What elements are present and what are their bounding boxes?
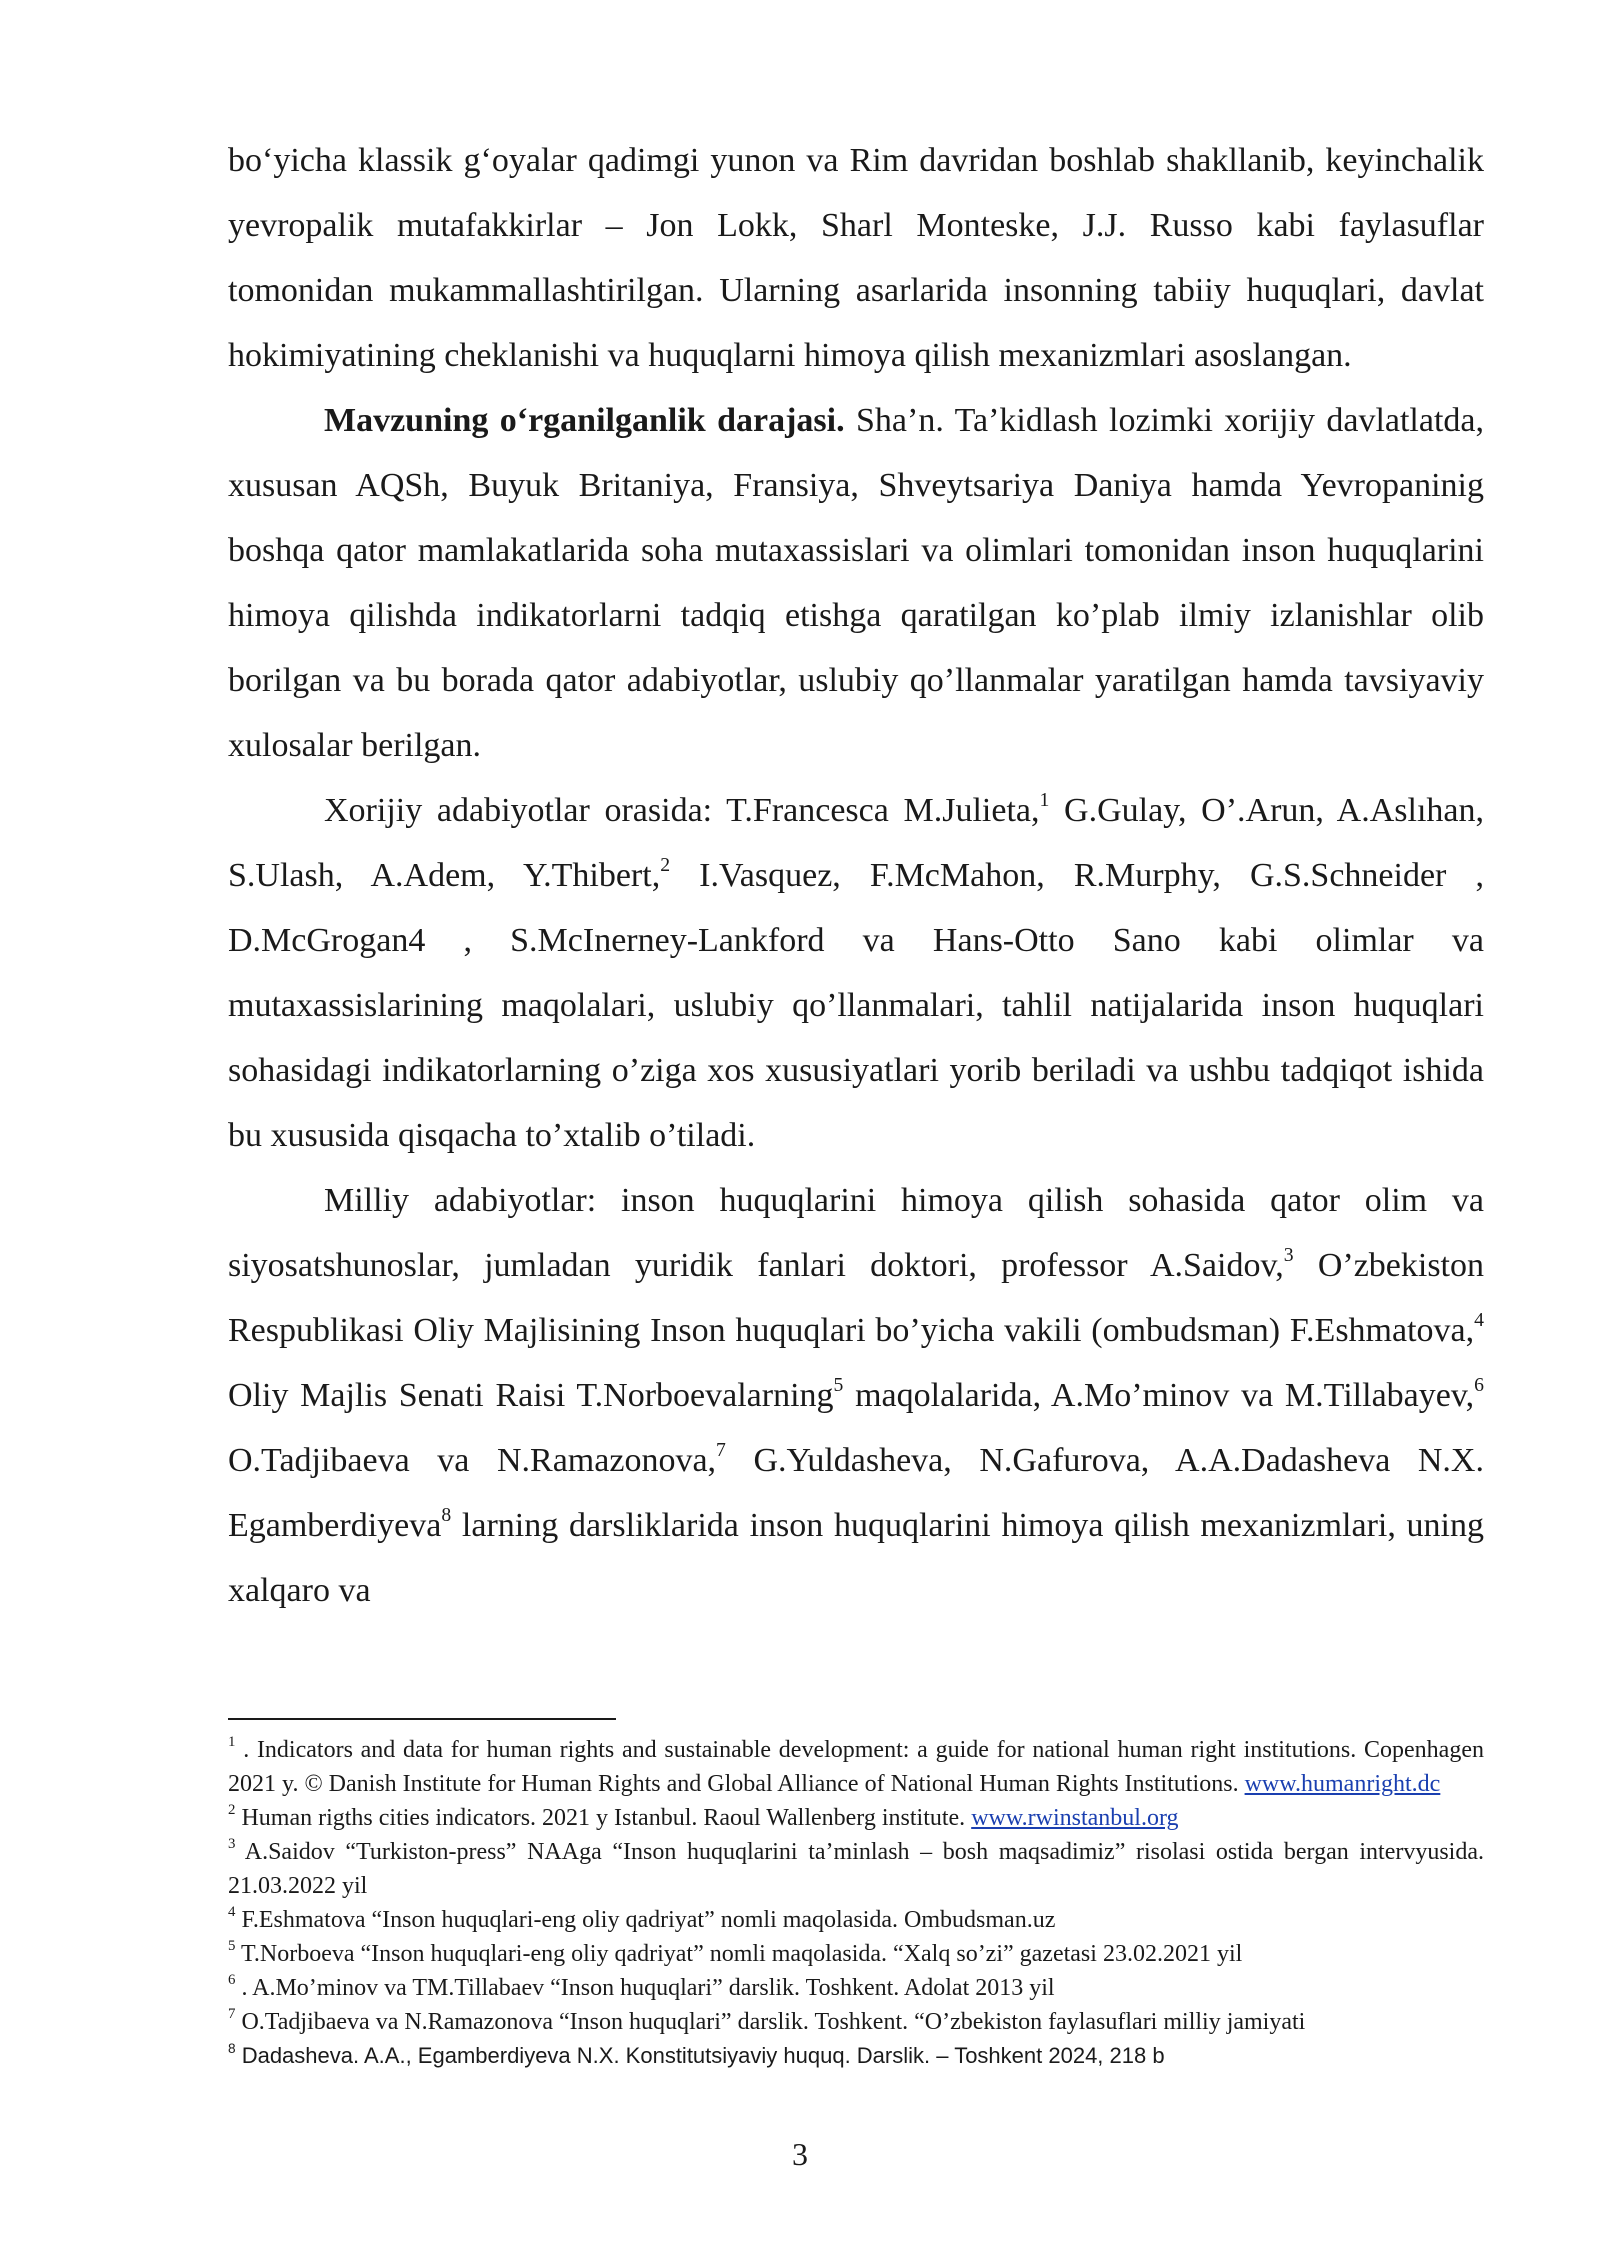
footnote-text: T.Norboeva “Inson huquqlari-eng oliy qadriyat” nomli maqolasida. “Xalq so’zi” gazetasi 23.02.2021 yil (235, 1941, 1243, 1967)
footnote-number: 7 (228, 2005, 236, 2022)
footnote-4 (228, 1903, 1484, 1937)
footnote-text: F.Eshmatova “Inson huquqlari-eng oliy qadriyat” nomli maqolasida. Ombudsman.uz (235, 1907, 1056, 1933)
footnote-6 (228, 1971, 1484, 2005)
paragraph-1-text: bo‘yicha klassik g‘oyalar qadimgi yunon va Rim davridan boshlab shakllanib, keyinchalik yevropalik mutafakkirlar – Jon Lokk, Sharl Monteske, J.J. Russo kabi faylasuflar tomonidan mukammallashtirilgan. Ularning asarlarida insonning tabiiy huquqlari, davlat hokimiyatining cheklanishi va huquqlarni himoya qilish mexanizmlari asoslangan. (228, 142, 1484, 374)
section-heading: Mavzuning o‘rganilganlik darajasi. (324, 402, 845, 439)
footnote-ref-6[interactable]: 6 (1474, 1373, 1484, 1396)
footnote-number: 4 (228, 1903, 236, 1920)
footnote-text: . Indicators and data for human rights and sustainable development: a guide for national human right institutions. Copenhagen 2021 y. © Danish Institute for Human Rights and Global Alliance of National Human Rights Institutions. (228, 1737, 1484, 1797)
footnote-text: Human rigths cities indicators. 2021 y Istanbul. Raoul Wallenberg institute. (235, 1805, 972, 1831)
footnote-ref-5[interactable]: 5 (833, 1373, 844, 1396)
paragraph-4-text-d: maqolalarida, A.Mo’minov va M.Tillabayev, (843, 1377, 1475, 1414)
paragraph-2 (228, 388, 1484, 778)
paragraph-3-text-a: Xorijiy adabiyotlar orasida: T.Francesca M.Julieta, (324, 792, 1040, 829)
footnote-link[interactable]: www.rwinstanbul.org (971, 1805, 1179, 1831)
footnote-separator (228, 1718, 616, 1720)
footnote-text: A.Saidov “Turkiston-press” NAAga “Inson huquqlarini ta’minlash – bosh maqsadimiz” risolasi ostida bergan intervyusida. 21.03.2022 yil (228, 1839, 1484, 1899)
paragraph-4 (228, 1168, 1484, 1623)
footnote-text: O.Tadjibaeva va N.Ramazonova “Inson huquqlari” darslik. Toshkent. “O’zbekiston faylasuflari milliy jamiyati (235, 2009, 1306, 2035)
paragraph-4-text-b: O’zbekiston Respublikasi Oliy Majlisining Inson huquqlari bo’yicha vakili (ombudsman) F.Eshmatova, (228, 1247, 1484, 1349)
paragraph-3-text-b: G.Gulay, O’.Arun, A.Aslıhan, S.Ulash, A.Adem, Y.Thibert, (228, 792, 1485, 894)
paragraph-3-text-c: I.Vasquez, F.McMahon, R.Murphy, G.S.Schneider , D.McGrogan4 , S.McInerney-Lankford va Hans-Otto Sano kabi olimlar va mutaxassislarining maqolalari, uslubiy qo’llanmalari, tahlil natijalarida inson huquqlari sohasidagi indikatorlarning o’ziga xos xususiyatlari yorib beriladi va ushbu tadqiqot ishida bu xususida qisqacha to’xtalib o’tiladi. (228, 857, 1484, 1154)
footnote-number: 2 (228, 1801, 236, 1818)
footnote-ref-7[interactable]: 7 (716, 1438, 726, 1461)
footnote-number: 3 (228, 1835, 236, 1852)
paragraph-1 (228, 128, 1484, 388)
footnote-ref-2[interactable]: 2 (660, 853, 671, 876)
paragraph-4-text-e: O.Tadjibaeva va N.Ramazonova, (228, 1442, 717, 1479)
page-number: 3 (792, 2136, 808, 2172)
paragraph-4-text-f: G.Yuldasheva, N.Gafurova, A.A.Dadasheva N.X. Egamberdiyeva (228, 1442, 1484, 1544)
footnote-text: Dadasheva. A.A., Egamberdiyeva N.X. Konstitutsiyaviy huquq. Darslik. – Toshkent 2024, 218 b (235, 2043, 1165, 2068)
paragraph-4-text-c: Oliy Majlis Senati Raisi T.Norboevalarning (228, 1377, 834, 1414)
footnote-link[interactable]: www.humanright.dc (1244, 1771, 1441, 1797)
footnote-5 (228, 1937, 1484, 1971)
footnote-2 (228, 1801, 1484, 1835)
footnote-7 (228, 2005, 1484, 2039)
footnote-number: 8 (228, 2040, 236, 2056)
footnote-8 (228, 2039, 1484, 2073)
footnote-ref-4[interactable]: 4 (1474, 1308, 1484, 1331)
footnote-number: 1 (228, 1733, 236, 1750)
footnote-ref-1[interactable]: 1 (1039, 788, 1050, 811)
paragraph-4-text-g: larning darsliklarida inson huquqlarini himoya qilish mexanizmlari, uning xalqaro va (228, 1507, 1484, 1609)
body-text (228, 128, 1484, 1623)
footnote-ref-3[interactable]: 3 (1283, 1243, 1294, 1266)
footnote-number: 5 (228, 1937, 236, 1954)
footnotes (228, 1733, 1484, 2073)
footnote-ref-8[interactable]: 8 (441, 1503, 452, 1526)
paragraph-2-text: Sha’n. Ta’kidlash lozimki xorijiy davlatlatda, xususan AQSh, Buyuk Britaniya, Fransiya, Shveytsariya Daniya hamda Yevropaninig boshqa qator mamlakatlarida soha mutaxassislari va olimlari tomonidan inson huquqlarini himoya qilishda indikatorlarni tadqiq etishga qaratilgan ko’plab ilmiy izlanishlar olib borilgan va bu borada qator adabiyotlar, uslubiy qo’llanmalar yaratilgan hamda tavsiyaviy xulosalar berilgan. (228, 402, 1485, 764)
footnote-1 (228, 1733, 1484, 1801)
footnote-text: . A.Mo’minov va TM.Tillabaev “Inson huquqlari” darslik. Toshkent. Adolat 2013 yil (235, 1975, 1055, 2001)
paragraph-3 (228, 778, 1484, 1168)
paragraph-4-text-a: Milliy adabiyotlar: inson huquqlarini himoya qilish sohasida qator olim va siyosatshunoslar, jumladan yuridik fanlari doktori, professor A.Saidov, (228, 1182, 1484, 1284)
footnote-3 (228, 1835, 1484, 1903)
footnote-number: 6 (228, 1971, 236, 1988)
